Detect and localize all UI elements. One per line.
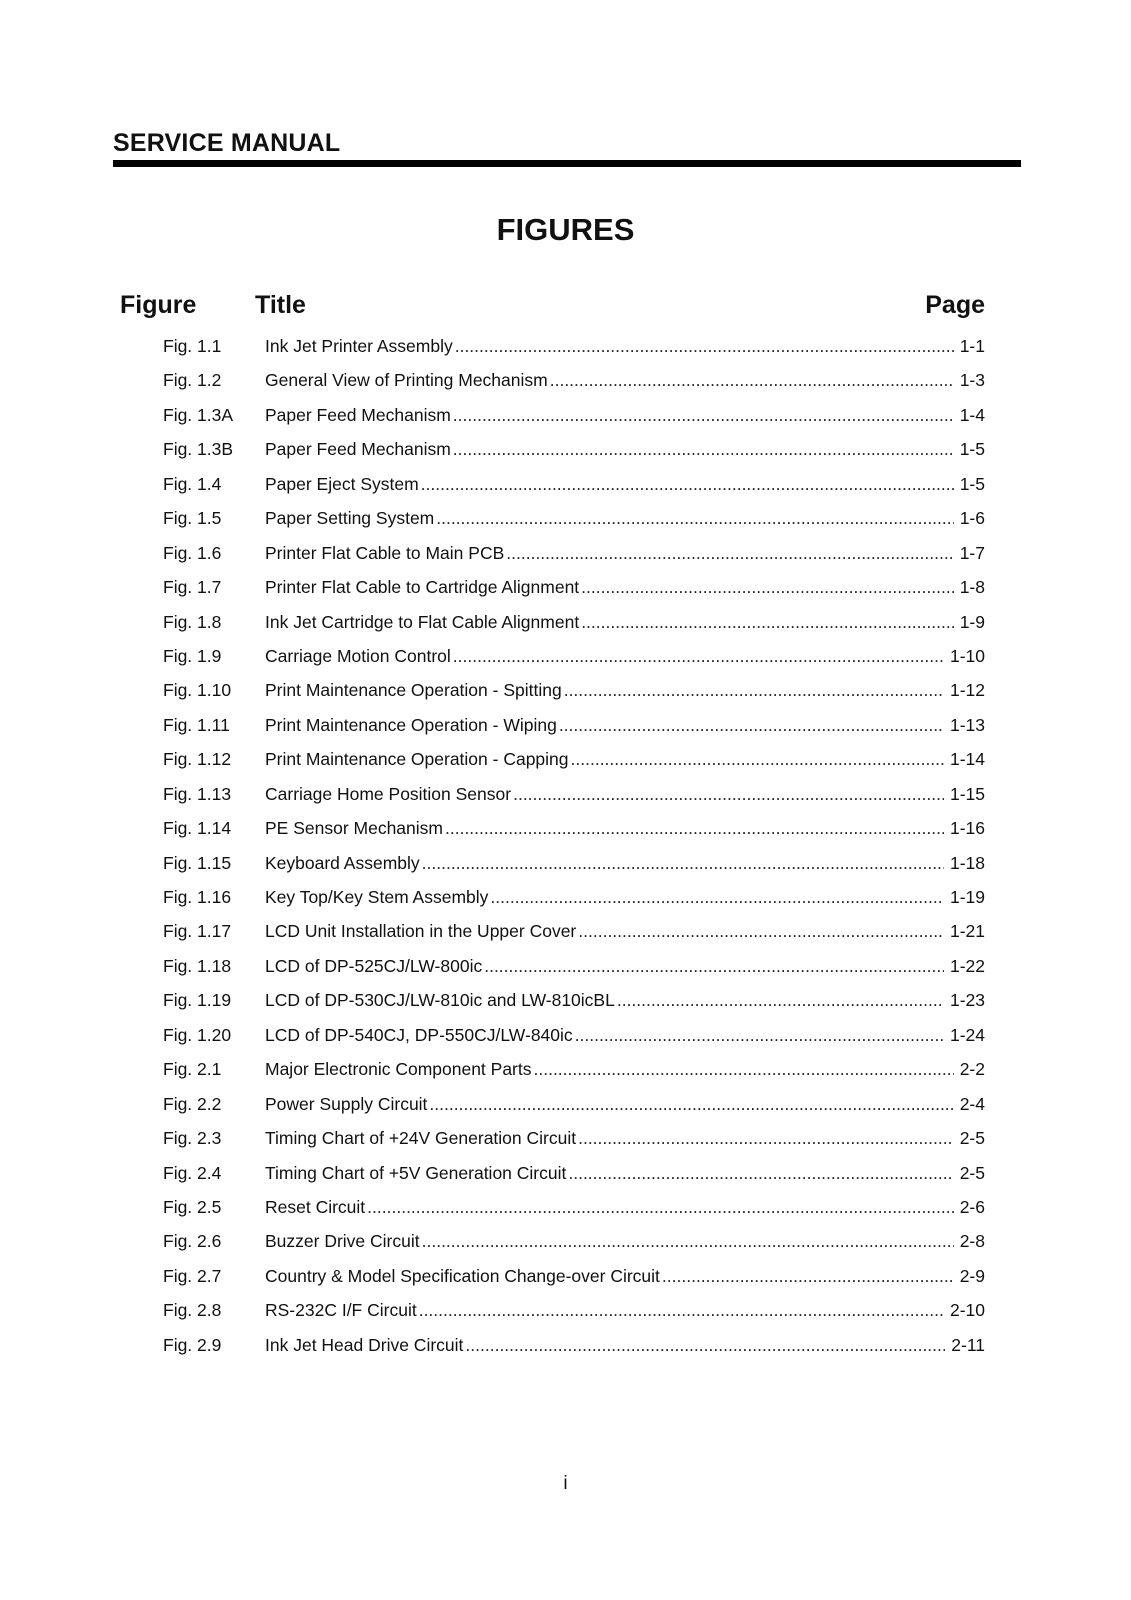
list-item: [163, 949, 985, 983]
dot-leader: [436, 501, 953, 535]
figure-page: 2-2: [959, 1059, 985, 1080]
dot-leader: [422, 1224, 954, 1258]
figure-title: Ink Jet Printer Assembly: [265, 336, 453, 356]
figure-number: Fig. 1.20: [163, 1024, 232, 1045]
list-item: [163, 398, 985, 432]
dot-leader: [578, 914, 944, 948]
list-item: [163, 880, 985, 914]
figure-page: 2-5: [959, 1128, 985, 1149]
list-item: [163, 846, 985, 880]
dot-leader: [581, 605, 954, 639]
dot-leader: [513, 777, 944, 811]
list-item: [163, 363, 985, 397]
figure-page: 1-14: [949, 749, 985, 770]
figure-title: Carriage Home Position Sensor: [265, 783, 512, 804]
figure-number: Fig. 2.5: [163, 1196, 222, 1217]
figure-title: Print Maintenance Operation - Wiping: [265, 714, 557, 735]
figure-title: Country & Model Specification Change-over Circuit: [265, 1265, 660, 1286]
dot-leader: [453, 432, 954, 466]
figure-title: Timing Chart of +5V Generation Circuit: [265, 1162, 567, 1183]
figure-number: Fig. 1.3A: [163, 404, 234, 425]
dot-leader: [578, 1121, 954, 1155]
figure-number: Fig. 1.5: [163, 508, 222, 529]
column-header-figure: Figure: [120, 291, 197, 319]
figure-title: General View of Printing Mechanism: [265, 370, 548, 391]
figure-title: Paper Feed Mechanism: [265, 439, 451, 460]
figure-title: Carriage Motion Control: [265, 645, 451, 666]
dot-leader: [559, 708, 944, 742]
dot-leader: [484, 949, 944, 983]
figure-title: LCD of DP-525CJ/LW-800ic: [265, 955, 483, 976]
list-item: [163, 673, 985, 707]
list-item: [163, 501, 985, 535]
list-item: [163, 1156, 985, 1190]
figure-number: Fig. 1.6: [163, 542, 222, 563]
figure-page: 1-24: [949, 1024, 985, 1045]
list-item: [163, 708, 985, 742]
figure-page: 2-9: [959, 1265, 985, 1286]
list-item: [163, 983, 985, 1017]
figure-title: Print Maintenance Operation - Spitting: [265, 680, 562, 701]
figure-number: Fig. 1.2: [163, 370, 222, 391]
dot-leader: [453, 398, 954, 432]
figure-number: Fig. 1.19: [163, 990, 232, 1011]
figure-number: Fig. 1.18: [163, 955, 232, 976]
figure-number: Fig. 1.16: [163, 887, 232, 907]
dot-leader: [571, 742, 944, 776]
dot-leader: [568, 1156, 953, 1190]
list-item: [163, 605, 985, 639]
figure-page: 1-16: [949, 818, 985, 839]
dot-leader: [455, 329, 954, 363]
figure-page: 1-7: [959, 542, 985, 563]
list-item: [163, 1224, 985, 1258]
figure-number: Fig. 1.7: [163, 577, 222, 598]
figure-title: Buzzer Drive Circuit: [265, 1231, 420, 1252]
figure-page: 1-15: [949, 783, 985, 804]
column-header-title: Title: [255, 291, 306, 319]
figure-number: Fig. 1.9: [163, 645, 222, 666]
dot-leader: [564, 673, 944, 707]
figure-page: 1-5: [959, 439, 985, 460]
dot-leader: [419, 1293, 944, 1327]
figure-title: Paper Setting System: [265, 508, 435, 529]
figure-title: Major Electronic Component Parts: [265, 1059, 532, 1080]
figure-page: 1-8: [959, 577, 985, 598]
figure-number: Fig. 2.1: [163, 1059, 222, 1080]
figure-title: Printer Flat Cable to Main PCB: [265, 542, 505, 563]
list-item: [163, 329, 985, 363]
list-item: [163, 536, 985, 570]
dot-leader: [581, 570, 954, 604]
figure-page: 2-6: [959, 1196, 985, 1217]
figure-page: 1-12: [949, 680, 985, 701]
list-item: [163, 742, 985, 776]
page-title: FIGURES: [496, 212, 635, 247]
dot-leader: [421, 467, 954, 501]
figure-page: 1-4: [959, 404, 985, 425]
figure-title: PE Sensor Mechanism: [265, 818, 443, 839]
column-header-page: Page: [925, 291, 985, 319]
dot-leader: [490, 880, 944, 914]
list-item: [163, 777, 985, 811]
dot-leader: [465, 1328, 945, 1362]
dot-leader: [506, 536, 953, 570]
figure-number: Fig. 1.15: [163, 852, 232, 873]
figure-title: Ink Jet Head Drive Circuit: [265, 1334, 464, 1355]
document-header: [113, 128, 1021, 158]
figure-title: LCD of DP-540CJ, DP-550CJ/LW-840ic: [265, 1024, 573, 1045]
list-item: [163, 1087, 985, 1121]
figure-number: Fig. 1.12: [163, 749, 232, 770]
figure-title: Key Top/Key Stem Assembly: [265, 887, 489, 907]
figure-title: Paper Eject System: [265, 473, 419, 494]
page-number: i: [563, 1473, 568, 1494]
list-item: [163, 1293, 985, 1327]
list-item: [163, 914, 985, 948]
figure-title: Paper Feed Mechanism: [265, 404, 451, 425]
dot-leader: [367, 1190, 954, 1224]
figure-title: Reset Circuit: [265, 1196, 366, 1217]
figure-page: 1-18: [949, 852, 985, 873]
figure-page: 1-19: [949, 887, 985, 907]
figure-page: 1-3: [959, 370, 985, 391]
dot-leader: [422, 846, 944, 880]
dot-leader: [534, 1052, 954, 1086]
figure-page: 1-1: [959, 336, 985, 356]
figure-number: Fig. 2.4: [163, 1162, 222, 1183]
figure-page: 2-4: [959, 1093, 985, 1114]
figure-number: Fig. 1.14: [163, 818, 232, 839]
list-item: [163, 1121, 985, 1155]
list-item: [163, 432, 985, 466]
figure-title: RS-232C I/F Circuit: [265, 1300, 417, 1321]
dot-leader: [429, 1087, 953, 1121]
figure-page: 1-9: [959, 611, 985, 632]
figure-page: 1-23: [949, 990, 985, 1011]
list-item: [163, 1052, 985, 1086]
list-item: [163, 1018, 985, 1052]
dot-leader: [445, 811, 944, 845]
column-headers: [120, 288, 985, 324]
figure-title: LCD Unit Installation in the Upper Cover: [265, 921, 577, 942]
figure-number: Fig. 1.4: [163, 473, 222, 494]
figure-page: 2-11: [951, 1334, 985, 1355]
figure-title: Print Maintenance Operation - Capping: [265, 749, 569, 770]
figure-title: Power Supply Circuit: [265, 1093, 428, 1114]
list-item: [163, 1259, 985, 1293]
figure-number: Fig. 1.17: [163, 921, 232, 942]
list-item: [163, 1328, 985, 1362]
figure-page: 1-6: [959, 508, 985, 529]
list-item: [163, 467, 985, 501]
list-item: [163, 1190, 985, 1224]
dot-leader: [575, 1018, 944, 1052]
dot-leader: [662, 1259, 954, 1293]
figure-title: Ink Jet Cartridge to Flat Cable Alignment: [265, 611, 580, 632]
list-item: [163, 639, 985, 673]
figure-title: Printer Flat Cable to Cartridge Alignment: [265, 577, 580, 598]
figure-page: 1-22: [949, 955, 985, 976]
figure-page: 1-13: [949, 714, 985, 735]
figure-number: Fig. 2.3: [163, 1128, 222, 1149]
figure-number: Fig. 2.2: [163, 1093, 222, 1114]
figure-number: Fig. 2.7: [163, 1265, 222, 1286]
figure-page: 2-5: [959, 1162, 985, 1183]
figure-number: Fig. 1.10: [163, 680, 232, 701]
list-item: [163, 570, 985, 604]
figure-page: 1-10: [949, 645, 985, 666]
figure-title: Keyboard Assembly: [265, 852, 420, 873]
figure-number: Fig. 1.1: [163, 336, 222, 356]
header-title: SERVICE MANUAL: [113, 129, 341, 157]
figure-title: Timing Chart of +24V Generation Circuit: [265, 1128, 577, 1149]
figure-list: [163, 329, 985, 1362]
figure-number: Fig. 1.8: [163, 611, 222, 632]
dot-leader: [550, 363, 954, 397]
figure-number: Fig. 2.8: [163, 1300, 222, 1321]
figure-number: Fig. 2.9: [163, 1334, 222, 1355]
figure-page: 2-10: [949, 1300, 985, 1321]
figure-number: Fig. 2.6: [163, 1231, 222, 1252]
figure-number: Fig. 1.11: [163, 714, 230, 735]
figure-page: 1-5: [959, 473, 985, 494]
figure-page: 1-21: [949, 921, 985, 942]
dot-leader: [617, 983, 944, 1017]
figure-page: 2-8: [959, 1231, 985, 1252]
figure-number: Fig. 1.3B: [163, 439, 234, 460]
header-rule: [113, 160, 1021, 167]
figure-title: LCD of DP-530CJ/LW-810ic and LW-810icBL: [265, 990, 615, 1011]
dot-leader: [453, 639, 944, 673]
list-item: [163, 811, 985, 845]
figure-number: Fig. 1.13: [163, 783, 232, 804]
